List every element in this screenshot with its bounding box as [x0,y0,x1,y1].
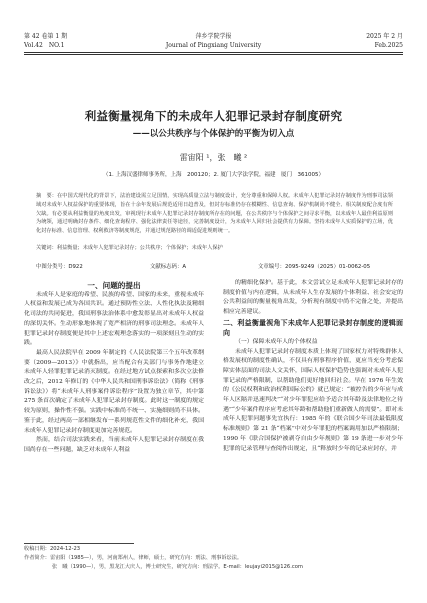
paragraph: 最高人民法院早在 2009 年制定的《人民法院第三个五年改革纲要（2009—2013）》中就指出，应当配合有关部门与事务作地建立未成年人轻罪犯罪记录消灭制度。在经过地方试点探索和多次立法修改之后，2012 年修订的《中华人民共和国刑事诉讼法》（简称《刑事诉讼法》）将“未成年人刑事案件诉讼程序”设置为独立章节，其中第 275 条首次确定了未成年人犯罪记录封存制度。此时这一制度的规定较为原则，操作性不强。实践中标准尚不统一、实施细则尚不具体。鉴于此，经过两高一部相继发布一系列规范性文件的细化补充，我国未成年人犯罪记录封存制度更加完善规范。 [24,349,204,434]
authors: 雷宙阳 ¹，张 曦 ² [179,153,248,162]
paragraph: 未成年人是家庭的希望、民族的希望、国家的未来，重视未成年人权益和发展已成为各国共识。通过预防性立法、人性化执法及精细化司法的共同促进，我国刑事法治体系中愈发彰显出对未成年人权益的深切关怀。生动形象地体现了宽严相济的刑事司法理念。未成年人犯罪记录封存制度便是其中上述宏观理念落实的一项深刻且生动的实践。 [24,291,204,347]
footnote-rule [24,543,134,544]
received-date: 收稿日期：2024-12-23 [24,546,81,552]
volume-cn: 第 42 卷第 1 期 [24,33,68,40]
right-column [223,279,403,454]
keywords: 关键词：利益衡量；未成年人犯罪记录封存；公共秩序；个体保护；未成年人保护 [36,245,223,251]
document-code: 文献标志码：A [150,264,187,270]
section-heading-2: 二、利益衡量视角下未成年人犯罪记录封存制度的逻辑面向 [223,318,403,337]
header-rule [24,52,403,53]
article-number: 文章编号：2095-9249（2025）01-0062-05 [258,264,371,270]
journal-name-cn: 萍乡学院学报 [195,33,232,40]
header-rule-2 [24,54,403,55]
paragraph: 的精细化保护。基于此，本文尝试立足未成年人犯罪记录封存的制度价值与内在逻辑，从未成年人生存发展的个体利益、社会安定的公共利益间的衡量视角出发，分析现有制度中尚不完备之处，并提出相应完善建议。 [223,280,403,316]
left-column [24,279,204,456]
issue-date-en: Feb.2025 [374,42,403,49]
subsection-heading: （一）保障未成年人的个体权益 [235,338,318,345]
paragraph: 未成年人犯罪记录封存制度本质上体现了国家权力对特殊群体人格发展权的制度性确认，不仅具有刑事程序价值，更应当充分考虑保障实体层面的司法人文关怀，国际人权保护趋势也强调对未成年人犯罪记录的严格限制，以帮助他们更好地回归社会。早在 1976 年生效的《公民权利和政治权利国际公约》就已规定：“被控告的少年应与成年人区隔并迅速判决”“对少年罪犯应给予适合其年龄及法律地位之待遇”“少年案件程序应考虑其年龄和帮助他们重新做人的需要”。即对未成年人犯罪问题事先宜执行：1985 年的《联合国少年司法最低限度标准规则》第 21 条“档案”中对少年罪犯的档案调用加以严格限制；1990 年《联合国保护被剥夺自由少年规则》第 19 条进一步对少年犯罪的记录管理与查阅作出规定，且“释放时少年的记录应封存，并 [223,348,403,452]
abstract: 摘 要：在中国式现代化的背景下，法治建设需立足国情，实现高质量立法与制度设计，充分尊重和保障人权。未成年人犯罪记录封存制度作为刑事司法领域对未成年人权益保护的重要体现，旨在十余年发展后规范适用日趋普及，但封存标准仍存在模糊性、信息查询、保护机制尚不健全、相关制度配合度有所欠缺。有必要从利益衡量的角度出发，审视现行未成年人犯罪记录封存制度所存在的问题，在公共秩序与个体保护之间寻求平衡，以未成年人最佳利益原则为统领，通过明确封存条件、细化查询程序、强化法律责任等途径，完善制度设计，为未成年人回归社会提供有力保障。坚持未成年人实质保护的立场，优化封存标准、信息管理、权利救济等制度规范，并通过规范路径的调适促进规则统一。 [36,193,393,235]
volume-en: Vol.42 NO.1 [24,42,65,49]
issue-date-cn: 2025 年 2 月 [366,33,403,40]
article-title: 利益衡量视角下的未成年人犯罪记录封存制度研究 [84,109,343,123]
clc-number: 中图分类号：D922 [36,264,83,270]
paragraph: 然而，结合司法实践来看，当前未成年人犯罪记录封存制度在我国尚存在一些问题，缺乏对未成年人利益 [24,437,204,453]
section-heading-1: 一、问题的提出 [87,281,141,290]
footnote [24,545,403,572]
author-bio-1: 作者简介：雷宙阳（1985—），男，河南郑州人，律师，硕士，研究方向：刑法、刑事诉讼法。 [24,555,243,561]
affiliation: （1. 上海汉盛律师事务所，上海 200120；2. 厦门大学法学院，福建 厦门 361005） [103,172,324,178]
author-bio-2: 张 曦（1990—），男，黑龙江大庆人，博士研究生，研究方向：刑法学。E-mail：leujayi2015@126.com [52,564,303,570]
journal-name-en: Journal of Pingxiang University [165,42,262,49]
article-subtitle: ——以公共秩序与个体保护的平衡为切入点 [132,129,295,139]
